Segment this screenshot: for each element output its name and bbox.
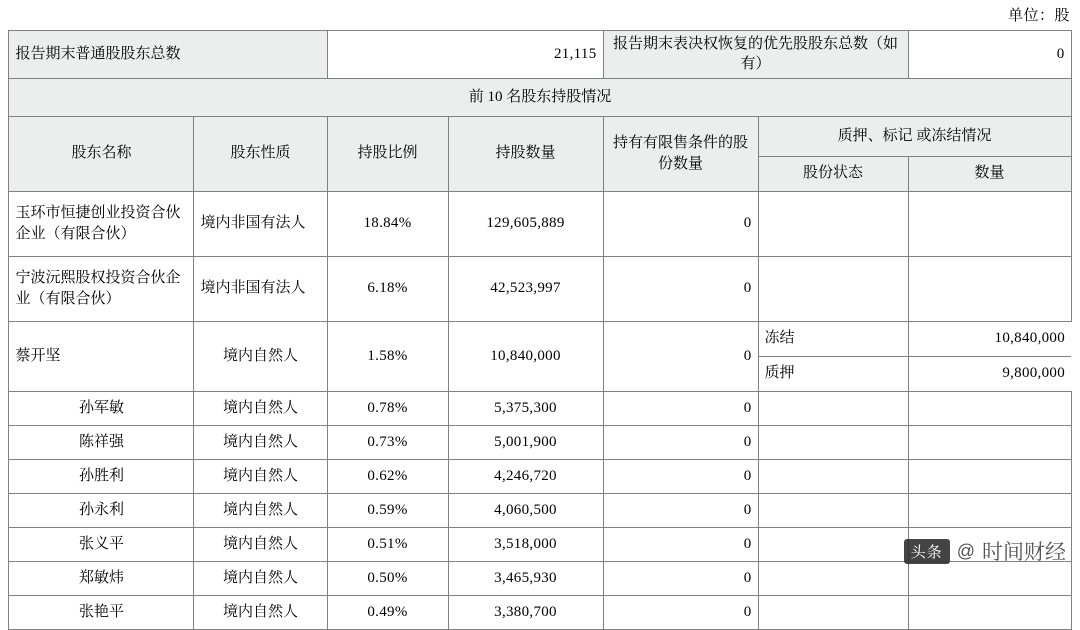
cell-status: 质押 xyxy=(759,356,909,391)
common-shareholders-value: 21,115 xyxy=(327,31,603,79)
cell-status: 冻结 xyxy=(759,322,909,357)
cell-ratio: 18.84% xyxy=(327,191,448,256)
watermark-at: @ xyxy=(956,540,975,561)
section-title: 前 10 名股东持股情况 xyxy=(9,78,1071,116)
table-row xyxy=(9,561,1071,595)
watermark-text: 时间财经 xyxy=(982,541,1066,564)
cell-restricted: 0 xyxy=(603,595,758,629)
cell-status-amount: 9,800,000 xyxy=(908,356,1071,391)
pledge-detail-table xyxy=(759,322,1072,391)
pref-shareholders-value: 0 xyxy=(908,31,1071,79)
cell-status-amount xyxy=(908,256,1071,321)
cell-name: 蔡开坚 xyxy=(9,321,194,391)
cell-nature: 境内自然人 xyxy=(194,425,327,459)
cell-amount: 3,380,700 xyxy=(448,595,603,629)
cell-ratio: 0.73% xyxy=(327,425,448,459)
common-shareholders-label: 报告期末普通股股东总数 xyxy=(9,31,327,79)
table-row xyxy=(9,425,1071,459)
table-row xyxy=(9,459,1071,493)
cell-nature: 境内自然人 xyxy=(194,391,327,425)
cell-ratio: 0.59% xyxy=(327,493,448,527)
cell-status-amount xyxy=(908,595,1071,629)
cell-amount: 4,246,720 xyxy=(448,459,603,493)
cell-nature: 境内自然人 xyxy=(194,321,327,391)
cell-amount: 42,523,997 xyxy=(448,256,603,321)
cell-nature: 境内自然人 xyxy=(194,493,327,527)
cell-restricted: 0 xyxy=(603,493,758,527)
header-shareholder-nature: 股东性质 xyxy=(194,116,327,191)
cell-amount: 3,465,930 xyxy=(448,561,603,595)
cell-ratio: 0.62% xyxy=(327,459,448,493)
cell-name: 宁波沅熙股权投资合伙企业（有限合伙） xyxy=(9,256,194,321)
pledge-detail-row xyxy=(759,322,1072,357)
cell-restricted: 0 xyxy=(603,256,758,321)
table-row xyxy=(9,321,1071,391)
cell-amount: 3,518,000 xyxy=(448,527,603,561)
cell-status xyxy=(758,256,908,321)
cell-nature: 境内非国有法人 xyxy=(194,256,327,321)
cell-status xyxy=(758,561,908,595)
table-row xyxy=(9,191,1071,256)
header-restricted-amount: 持有有限售条件的股份数量 xyxy=(603,116,758,191)
cell-ratio: 0.78% xyxy=(327,391,448,425)
cell-ratio: 6.18% xyxy=(327,256,448,321)
cell-status xyxy=(758,595,908,629)
watermark xyxy=(904,536,1066,566)
pref-shareholders-label: 报告期末表决权恢复的优先股股东总数（如有） xyxy=(603,31,908,79)
watermark-logo: 头条 xyxy=(904,539,950,564)
cell-status-amount: 10,840,000 xyxy=(908,322,1071,357)
cell-amount: 5,375,300 xyxy=(448,391,603,425)
cell-nature: 境内自然人 xyxy=(194,595,327,629)
header-share-status: 股份状态 xyxy=(758,156,908,191)
cell-name: 孙军敏 xyxy=(9,391,194,425)
cell-status-amount xyxy=(908,391,1071,425)
table-row xyxy=(9,256,1071,321)
cell-status xyxy=(758,425,908,459)
cell-amount: 5,001,900 xyxy=(448,425,603,459)
cell-restricted: 0 xyxy=(603,321,758,391)
cell-status xyxy=(758,459,908,493)
cell-restricted: 0 xyxy=(603,459,758,493)
cell-status-amount xyxy=(908,561,1071,595)
cell-amount: 129,605,889 xyxy=(448,191,603,256)
cell-ratio: 0.49% xyxy=(327,595,448,629)
unit-note: 单位：股 xyxy=(1007,8,1070,24)
cell-nature: 境内自然人 xyxy=(194,459,327,493)
section-title-row xyxy=(9,78,1071,116)
cell-nature: 境内自然人 xyxy=(194,527,327,561)
cell-name: 玉环市恒捷创业投资合伙企业（有限合伙） xyxy=(9,191,194,256)
cell-status-amount xyxy=(908,493,1071,527)
cell-name: 孙胜利 xyxy=(9,459,194,493)
header-pledge-group: 质押、标记 或冻结情况 xyxy=(758,116,1071,156)
header-holding-ratio: 持股比例 xyxy=(327,116,448,191)
cell-name: 孙永利 xyxy=(9,493,194,527)
cell-ratio: 0.50% xyxy=(327,561,448,595)
cell-nature: 境内非国有法人 xyxy=(194,191,327,256)
cell-restricted: 0 xyxy=(603,391,758,425)
cell-pledge-detail xyxy=(758,321,1071,391)
cell-amount: 10,840,000 xyxy=(448,321,603,391)
table-row xyxy=(9,391,1071,425)
cell-restricted: 0 xyxy=(603,425,758,459)
cell-status xyxy=(758,191,908,256)
cell-name: 张义平 xyxy=(9,527,194,561)
summary-row xyxy=(9,31,1071,79)
cell-restricted: 0 xyxy=(603,527,758,561)
cell-name: 郑敏炜 xyxy=(9,561,194,595)
cell-ratio: 0.51% xyxy=(327,527,448,561)
cell-name: 张艳平 xyxy=(9,595,194,629)
cell-status-amount xyxy=(908,459,1071,493)
cell-status xyxy=(758,527,908,561)
cell-nature: 境内自然人 xyxy=(194,561,327,595)
header-status-amount: 数量 xyxy=(908,156,1071,191)
cell-status xyxy=(758,391,908,425)
cell-status-amount xyxy=(908,425,1071,459)
cell-amount: 4,060,500 xyxy=(448,493,603,527)
cell-restricted: 0 xyxy=(603,561,758,595)
header-shareholder-name: 股东名称 xyxy=(9,116,194,191)
cell-ratio: 1.58% xyxy=(327,321,448,391)
header-holding-amount: 持股数量 xyxy=(448,116,603,191)
cell-status xyxy=(758,493,908,527)
table-header-row-1 xyxy=(9,116,1071,156)
cell-restricted: 0 xyxy=(603,191,758,256)
pledge-detail-row xyxy=(759,356,1072,391)
table-row xyxy=(9,493,1071,527)
cell-status-amount xyxy=(908,191,1071,256)
cell-name: 陈祥强 xyxy=(9,425,194,459)
table-row xyxy=(9,595,1071,629)
